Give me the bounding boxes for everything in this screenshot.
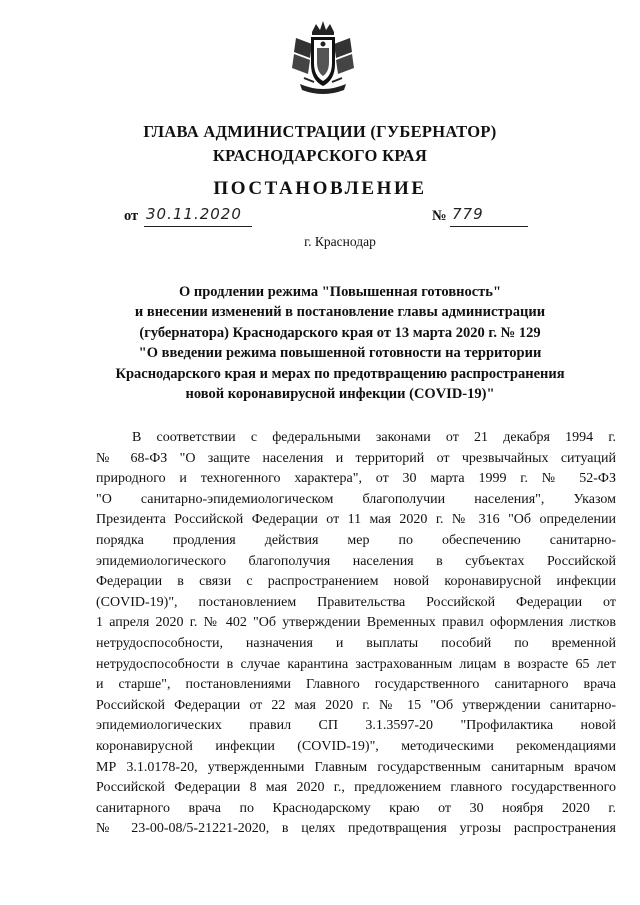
body-line: 1 апреля 2020 г. № 402 "Об утверждении Временных правил оформления листков — [96, 615, 616, 631]
body-text — [96, 428, 616, 840]
title-line: и внесении изменений в постановление главы администрации — [134, 304, 546, 321]
city-name: г. Краснодар — [304, 234, 376, 249]
body-line: (COVID-19)", постановлением Правительства Российской Федерации от — [96, 594, 616, 610]
body-line: В соответствии с федеральными законами от 21 декабря 1994 г. — [132, 430, 616, 445]
body-line: "О санитарно-эпидемиологическом благополучии населения", Указом — [96, 491, 616, 507]
body-line: коронавирусной инфекции (COVID-19)", методическими рекомендациями — [96, 738, 616, 754]
title-line: новой коронавирусной инфекции (COVID-19)" — [185, 386, 495, 403]
body-line: Президента Российской Федерации от 11 мая 2020 г. № 316 "Об определении — [96, 512, 616, 528]
body-line: № 23-00-08/5-21221-2020, в целях предотвращения угрозы распространения — [96, 821, 616, 837]
authority-title-line2: КРАСНОДАРСКОГО КРАЯ — [212, 146, 428, 165]
number-label: № — [432, 208, 447, 224]
title-line: (губернатора) Краснодарского края от 13 марта 2020 г. № 129 — [139, 324, 541, 341]
body-line: Федерации в связи с распространением новой коронавирусной инфекции — [96, 574, 616, 590]
body-line: МР 3.1.0178-20, утвержденными Главным государственным санитарным врачом — [96, 759, 616, 775]
body-line: нетрудоспособности в случае карантина застрахованным лицам в возрасте 65 лет — [96, 656, 616, 672]
title-line: О продлении режима "Повышенная готовность" — [178, 284, 502, 300]
body-line: эпидемиологического благополучия населения в субъектах Российской — [96, 553, 616, 569]
document-type-heading: ПОСТАНОВЛЕНИЕ — [213, 178, 427, 199]
document-title — [60, 282, 620, 404]
body-line: нетрудоспособности, назначения и выплаты пособий по временной — [96, 635, 616, 651]
body-line: Российской Федерации 8 мая 2020 г., предложением главного государственного — [96, 780, 616, 796]
body-line: санитарного врача по Краснодарскому краю от 30 ноября 2020 г. — [96, 800, 616, 816]
body-line: эпидемиологических правил СП 3.1.3597-20 "Профилактика новой — [96, 718, 616, 734]
coat-of-arms-emblem — [290, 18, 356, 96]
date-label: от — [124, 208, 139, 224]
authority-title-line1: ГЛАВА АДМИНИСТРАЦИИ (ГУБЕРНАТОР) — [143, 122, 497, 141]
handwritten-date: 30.11.2020 — [146, 205, 242, 223]
title-line: "О введении режима повышенной готовности на территории — [138, 345, 542, 362]
body-line: природного и техногенного характера", от 30 марта 1999 г. № 52-ФЗ — [96, 471, 616, 487]
number-underline — [450, 226, 528, 227]
body-line: Российской Федерации от 22 мая 2020 г. № 15 "Об утверждении санитарно- — [96, 697, 616, 713]
body-line: и старше", постановлениями Главного государственного санитарного врача — [96, 677, 616, 693]
title-line: Краснодарского края и мерах по предотвращению распространения — [115, 365, 565, 382]
body-line: № 68-ФЗ "О защите населения и территорий от чрезвычайных ситуаций — [96, 450, 616, 466]
body-line: порядка продления действия мер по обеспечению санитарно- — [96, 532, 616, 548]
date-underline — [144, 226, 252, 227]
handwritten-number: 779 — [452, 205, 484, 223]
